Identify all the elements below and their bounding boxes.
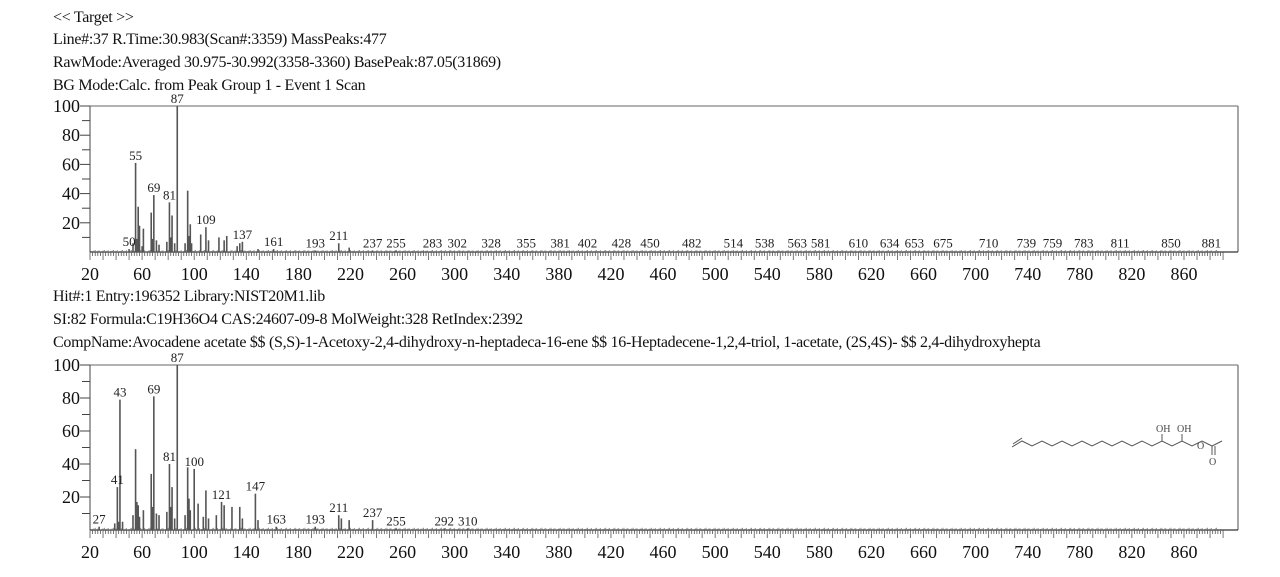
peak-label: 193: [305, 235, 326, 251]
y-tick-label: 20: [62, 487, 80, 507]
x-tick-label: 340: [493, 542, 521, 562]
peak-label: 255: [386, 513, 406, 529]
y-tick-label: 20: [62, 212, 80, 233]
x-tick-label: 100: [180, 542, 208, 562]
peak-label: 55: [129, 147, 143, 163]
x-tick-label: 620: [857, 264, 885, 284]
peak-label: 237: [362, 505, 383, 521]
x-tick-label: 180: [284, 264, 312, 284]
peak-label: 81: [162, 187, 176, 203]
y-tick-label: 80: [62, 388, 80, 408]
x-tick-label: 140: [232, 264, 260, 284]
y-tick-label: 100: [53, 355, 80, 375]
peak-label: 87: [170, 91, 184, 106]
x-tick-label: 740: [1014, 264, 1042, 284]
peak-label: 783: [1073, 235, 1094, 251]
peak-label: 292: [434, 513, 454, 529]
peak-label: 41: [110, 472, 124, 488]
x-tick-label: 220: [336, 264, 364, 284]
x-tick-label: 580: [805, 542, 833, 562]
hit-info: Hit#:1 Entry:196352 Library:NIST20M1.lib: [53, 288, 325, 305]
x-tick-label: 460: [649, 542, 677, 562]
peak-label: 514: [723, 235, 744, 251]
x-tick-label: 460: [649, 264, 677, 284]
peak-label: 634: [879, 235, 900, 251]
x-tick-label: 860: [1170, 264, 1198, 284]
peak-label: 563: [787, 235, 807, 251]
o-label: O: [1209, 457, 1217, 468]
x-tick-label: 140: [232, 542, 260, 562]
target-title: << Target >>: [53, 9, 134, 26]
peak-label: 87: [170, 350, 184, 365]
x-tick-label: 820: [1118, 542, 1146, 562]
x-tick-label: 220: [336, 542, 364, 562]
x-tick-label: 700: [962, 264, 990, 284]
x-tick-label: 180: [284, 542, 312, 562]
target-scan-info: Line#:37 R.Time:30.983(Scan#:3359) MassPeaks:477: [53, 31, 387, 48]
y-tick-label: 60: [62, 154, 80, 175]
peak-label: 27: [92, 511, 106, 527]
y-tick-label: 40: [62, 454, 80, 474]
x-tick-label: 540: [753, 542, 781, 562]
x-tick-label: 340: [493, 264, 521, 284]
peak-label: 381: [550, 235, 570, 251]
peak-label: 482: [681, 235, 702, 251]
peak-label: 653: [904, 235, 925, 251]
x-tick-label: 860: [1170, 542, 1198, 562]
x-tick-label: 60: [133, 264, 152, 284]
oh-label: OH: [1177, 424, 1192, 435]
x-tick-label: 20: [81, 264, 99, 284]
hit-formula-info: SI:82 Formula:C19H36O4 CAS:24607-09-8 MolWeight:328 RetIndex:2392: [53, 311, 523, 328]
peak-label: 759: [1042, 235, 1063, 251]
peak-label: 211: [329, 228, 349, 244]
x-tick-label: 620: [857, 542, 885, 562]
x-tick-label: 660: [910, 264, 938, 284]
x-tick-label: 260: [389, 542, 417, 562]
x-tick-label: 260: [389, 264, 417, 284]
peak-label: 211: [329, 500, 349, 516]
x-tick-label: 500: [701, 264, 729, 284]
peak-label: 428: [611, 235, 632, 251]
peak-label: 881: [1201, 235, 1222, 251]
peak-label: 710: [978, 235, 999, 251]
x-tick-label: 20: [81, 542, 99, 562]
x-tick-label: 380: [545, 542, 573, 562]
x-tick-label: 380: [545, 264, 573, 284]
peak-label: 675: [933, 235, 953, 251]
x-tick-label: 700: [962, 542, 990, 562]
x-tick-label: 420: [597, 542, 625, 562]
peak-label: 237: [362, 235, 383, 251]
peak-label: 50: [122, 234, 136, 250]
x-tick-label: 60: [133, 542, 152, 562]
peak-label: 69: [147, 180, 161, 196]
peak-label: 255: [386, 235, 406, 251]
x-tick-label: 300: [441, 542, 469, 562]
peak-label: 811: [1110, 235, 1130, 251]
y-tick-label: 80: [62, 125, 80, 146]
peak-label: 109: [196, 212, 216, 228]
x-tick-label: 300: [441, 264, 469, 284]
y-tick-label: 40: [62, 183, 80, 204]
peak-label: 69: [147, 381, 161, 397]
peak-label: 310: [457, 513, 478, 529]
peak-label: 610: [848, 235, 869, 251]
peak-label: 121: [211, 486, 232, 502]
peak-label: 137: [232, 226, 253, 242]
hit-compound-name: CompName:Avocadene acetate $$ (S,S)-1-Acetoxy-2,4-dihydroxy-n-heptadeca-16-ene $$ 16-Heptadecene-1,2,4-triol, 1-acetate, (2S,4S)- $$ 2,4-dihydroxyhepta: [53, 334, 1041, 351]
x-tick-label: 100: [180, 264, 208, 284]
x-tick-label: 500: [701, 542, 729, 562]
peak-label: 147: [245, 478, 266, 494]
peak-label: 100: [184, 453, 204, 469]
x-tick-label: 580: [805, 264, 833, 284]
peak-label: 43: [113, 384, 127, 400]
peak-label: 402: [577, 235, 598, 251]
peak-label: 850: [1161, 235, 1181, 251]
y-tick-label: 100: [53, 96, 80, 116]
peak-label: 163: [266, 511, 286, 527]
peak-label: 450: [640, 235, 660, 251]
peak-label: 193: [305, 511, 326, 527]
x-tick-label: 780: [1066, 542, 1094, 562]
y-tick-label: 60: [62, 421, 80, 441]
peak-label: 328: [481, 235, 501, 251]
target-raw-mode: RawMode:Averaged 30.975-30.992(3358-3360) BasePeak:87.05(31869): [53, 54, 501, 71]
x-tick-label: 740: [1014, 542, 1042, 562]
peak-label: 355: [516, 235, 537, 251]
peak-label: 283: [422, 235, 443, 251]
x-tick-label: 420: [597, 264, 625, 284]
peak-label: 302: [447, 235, 468, 251]
peak-label: 81: [162, 449, 176, 464]
peak-label: 581: [810, 235, 831, 251]
oh-label: OH: [1156, 424, 1171, 435]
o-label: O: [1197, 441, 1205, 452]
x-tick-label: 780: [1066, 264, 1094, 284]
peak-label: 538: [754, 235, 775, 251]
x-tick-label: 660: [910, 542, 938, 562]
x-tick-label: 540: [753, 264, 781, 284]
peak-label: 161: [263, 234, 284, 250]
target-bg-mode: BG Mode:Calc. from Peak Group 1 - Event 1 Scan: [53, 77, 366, 94]
peak-label: 739: [1016, 235, 1037, 251]
x-tick-label: 820: [1118, 264, 1146, 284]
